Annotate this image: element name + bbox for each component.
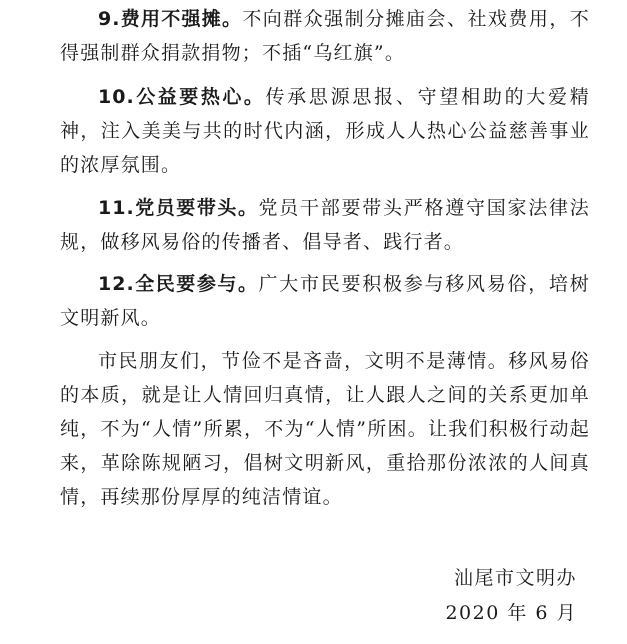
item-9-body: 不向群众强制分摊庙会、社戏费用，不得强制群众捐款捐物；不插“乌红旗”。	[60, 8, 590, 64]
item-11-body: 党员干部要带头严格遵守国家法律法规，做移风易俗的传播者、倡导者、践行者。	[60, 197, 590, 253]
item-12-heading: 12.全民要参与。	[98, 273, 259, 295]
item-9-paragraph	[60, 2, 590, 70]
item-11-paragraph	[60, 191, 590, 259]
closing-paragraph: 市民朋友们，节俭不是吝啬，文明不是薄情。移风易俗的本质，就是让人情回归真情，让人跟人之间的关系更加单纯，不为“人情”所累，不为“人情”所困。让我们积极行动起来，革除陈规陋习，倡树文明新风，重拾那份浓浓的人间真情，再续那份厚厚的纯洁情谊。	[60, 350, 590, 508]
item-12-paragraph	[60, 267, 590, 335]
item-9-heading: 9.费用不强摊。	[98, 8, 243, 30]
item-10-body: 传承思源思报、守望相助的大爱精神，注入美美与共的时代内涵，形成人人热心公益慈善事业的浓厚氛围。	[60, 86, 590, 176]
item-12-body: 广大市民要积极参与移风易俗，培树文明新风。	[60, 273, 590, 329]
item-10-heading: 10.公益要热心。	[98, 86, 266, 108]
item-10-paragraph	[60, 80, 590, 182]
signature-organization: 汕尾市文明办	[453, 567, 577, 589]
item-11-heading: 11.党员要带头。	[98, 197, 259, 219]
signature-date: 2020 年 6 月	[445, 602, 577, 624]
